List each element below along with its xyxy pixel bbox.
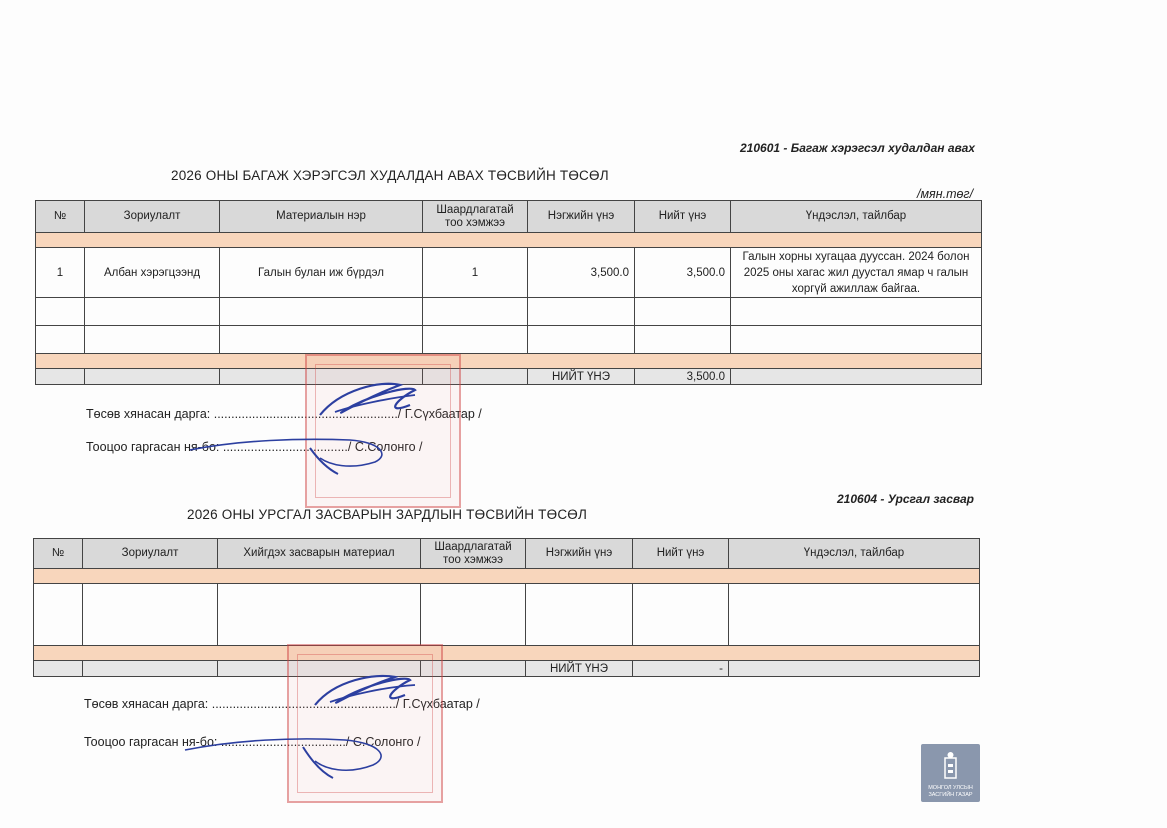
header-no: № xyxy=(34,539,83,569)
budget-table-1 xyxy=(35,200,982,385)
row-note: Галын хорны хугацаа дууссан. 2024 болон 2025 оны хагас жил дуустал ямар ч галын хоргүй ажиллаж байгаа. xyxy=(731,248,982,298)
budget-table-2 xyxy=(33,538,980,677)
header-total: Нийт үнэ xyxy=(633,539,729,569)
header-purpose: Зориулалт xyxy=(83,539,218,569)
table-row xyxy=(36,248,982,298)
table-header xyxy=(34,539,980,569)
emblem-text-2: ЗАСГИЙН ГАЗАР xyxy=(928,792,973,798)
reviewer-signature-line-2: Төсөв хянасан дарга: ...................................................../ Г.Сүхбаатар / xyxy=(84,697,480,711)
row-unit-price: 3,500.0 xyxy=(528,248,635,298)
header-purpose: Зориулалт xyxy=(85,201,220,233)
row-purpose: Албан хэрэгцээнд xyxy=(85,248,220,298)
table-header xyxy=(36,201,982,233)
emblem-text-1: МОНГОЛ УЛСЫН xyxy=(928,785,973,791)
reviewer-signature-line: Төсөв хянасан дарга: ...................................................../ Г.Сүхбаатар / xyxy=(86,407,482,421)
accountant-signature-line-2: Тооцоо гаргасан ня-бо: ..................................../ С.Солонго / xyxy=(84,735,421,749)
header-qty: Шаардлагатай тоо хэмжээ xyxy=(421,539,526,569)
total-value: - xyxy=(633,661,729,677)
table-title-2: 2026 ОНЫ УРСГАЛ ЗАСВАРЫН ЗАРДЛЫН ТӨСВИЙН ТӨСӨЛ xyxy=(187,507,588,522)
header-note: Үндэслэл, тайлбар xyxy=(731,201,982,233)
total-row xyxy=(36,369,982,385)
row-material: Галын булан иж бүрдэл xyxy=(220,248,423,298)
header-unit-price: Нэгжийн үнэ xyxy=(528,201,635,233)
currency-unit: /мян.төг/ xyxy=(917,187,974,201)
header-no: № xyxy=(36,201,85,233)
accountant-signature-line: Тооцоо гаргасан ня-бо: ..................................../ С.Солонго / xyxy=(86,440,423,454)
header-unit-price: Нэгжийн үнэ xyxy=(526,539,633,569)
header-note: Үндэслэл, тайлбар xyxy=(729,539,980,569)
row-total: 3,500.0 xyxy=(635,248,731,298)
handwritten-signature xyxy=(175,665,475,785)
row-qty: 1 xyxy=(423,248,528,298)
government-emblem-logo xyxy=(921,744,980,802)
header-material: Материалын нэр xyxy=(220,201,423,233)
header-qty: Шаардлагатай тоо хэмжээ xyxy=(423,201,528,233)
handwritten-signature xyxy=(180,370,480,480)
budget-code-2: 210604 - Урсгал засвар xyxy=(837,492,974,506)
total-label: НИЙТ ҮНЭ xyxy=(528,369,635,385)
soyombo-icon xyxy=(941,750,960,782)
header-total: Нийт үнэ xyxy=(635,201,731,233)
table-title-1: 2026 ОНЫ БАГАЖ ХЭРЭГСЭЛ ХУДАЛДАН АВАХ ТӨСВИЙН ТӨСӨЛ xyxy=(171,168,609,183)
budget-code-1: 210601 - Багаж хэрэгсэл худалдан авах xyxy=(740,141,975,155)
table-row xyxy=(34,584,980,646)
row-no: 1 xyxy=(36,248,85,298)
total-label: НИЙТ ҮНЭ xyxy=(526,661,633,677)
header-material: Хийгдэх засварын материал xyxy=(218,539,421,569)
total-value: 3,500.0 xyxy=(635,369,731,385)
